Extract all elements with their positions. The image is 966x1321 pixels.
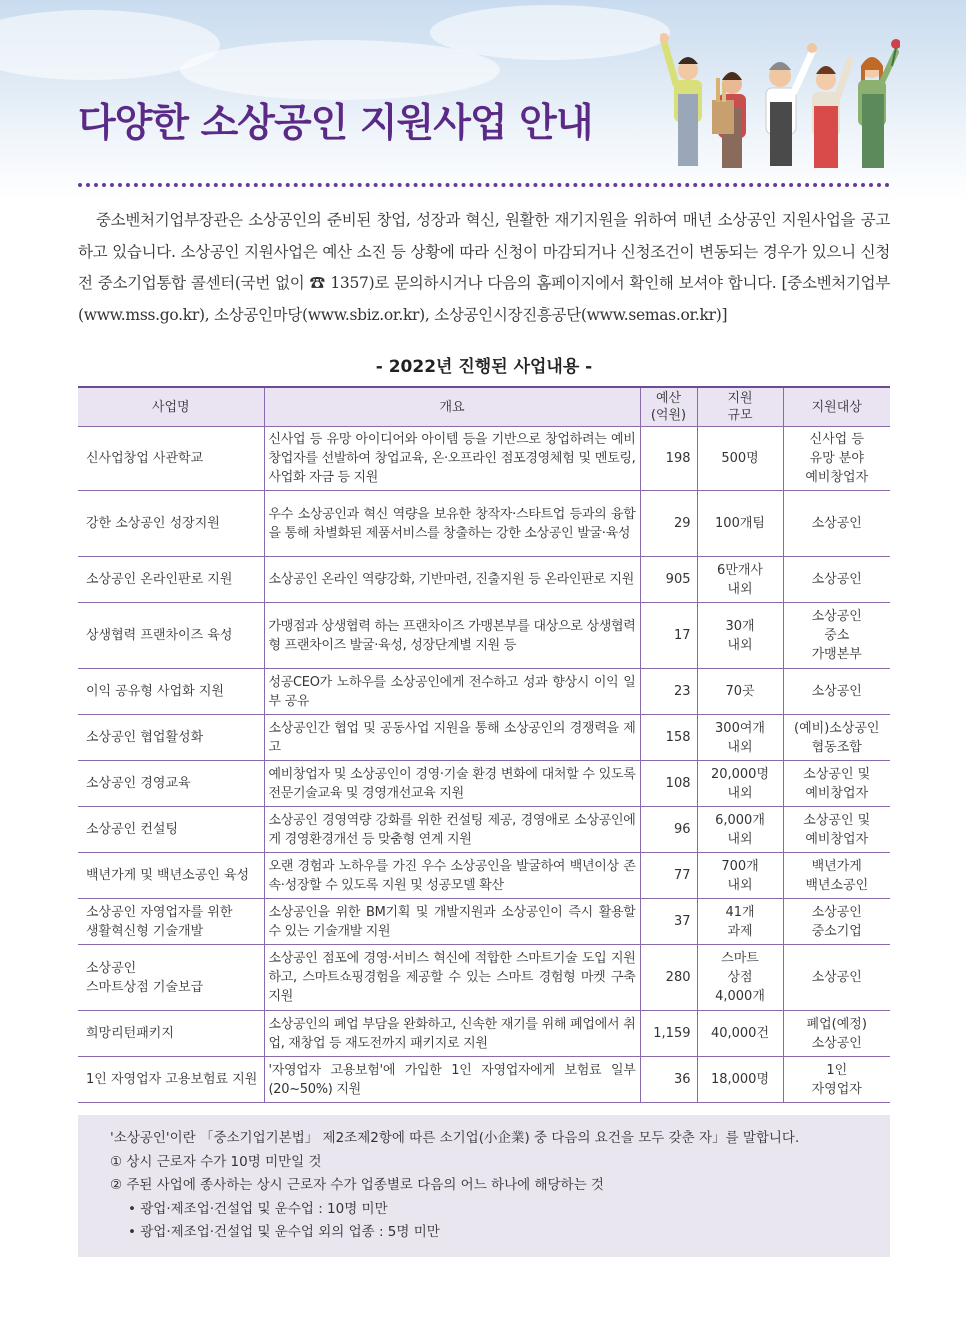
row-target-cell: (예비)소상공인 협동조합 [783, 715, 890, 761]
header-name: 사업명 [78, 387, 264, 427]
row-scale-cell: 41개 과제 [697, 899, 783, 945]
row-name-cell: 이익 공유형 사업화 지원 [78, 669, 264, 715]
table-row [78, 669, 890, 715]
row-summary-cell: 소상공인 경영역량 강화를 위한 컨설팅 제공, 경영애로 소상공인에게 경영환경개선 등 맞춤형 연계 지원 [264, 807, 640, 853]
row-target-cell: 소상공인 [783, 557, 890, 603]
row-summary-cell: 소상공인 점포에 경영·서비스 혁신에 적합한 스마트기술 도입 지원하고, 스마트쇼핑경험을 제공할 수 있는 스마트 경험형 마켓 구축 지원 [264, 945, 640, 1011]
row-summary-cell: 오랜 경험과 노하우를 가진 우수 소상공인을 발굴하여 백년이상 존속·성장할 수 있도록 지원 및 성공모델 확산 [264, 853, 640, 899]
row-target-cell: 소상공인 중소기업 [783, 899, 890, 945]
page-title: 다양한 소상공인 지원사업 안내 [78, 101, 593, 146]
row-scale-cell: 500명 [697, 427, 783, 491]
row-name-cell: 1인 자영업자 고용보험료 지원 [78, 1057, 264, 1103]
definition-note-box [78, 1115, 890, 1257]
header-target: 지원대상 [783, 387, 890, 427]
intro-paragraph: 중소벤처기업부장관은 소상공인의 준비된 창업, 성장과 혁신, 원활한 재기지원을 위하여 매년 소상공인 지원사업을 공고하고 있습니다. 소상공인 지원사업은 예산 소진 등 상황에 따라 신청이 마감되거나 신청조건이 변동되는 경우가 있으니 신청 전 중소기업통합 콜센터(국번 없이 ☎ 1357)로 문의하시거나 다음의 홈페이지에서 확인해 보셔야 합니다. [중소벤처기업부(www.mss.go.kr), 소상공인마당(www.sbiz.or.kr), 소상공인시장진흥공단(www.semas.or.kr)] [78, 211, 890, 324]
table-subtitle: - 2022년 진행된 사업내용 - [375, 357, 593, 377]
row-summary-cell: '자영업자 고용보험'에 가입한 1인 자영업자에게 보험료 일부(20~50%) 지원 [264, 1057, 640, 1103]
row-name-cell: 소상공인 협업활성화 [78, 715, 264, 761]
row-target-cell: 백년가게 백년소공인 [783, 853, 890, 899]
table-row [78, 807, 890, 853]
cheering-shopkeepers-illustration [660, 22, 900, 187]
row-target-cell: 소상공인 [783, 669, 890, 715]
row-name-cell: 소상공인 경영교육 [78, 761, 264, 807]
row-summary-cell: 신사업 등 유망 아이디어와 아이템 등을 기반으로 창업하려는 예비창업자를 선발하여 창업교육, 온·오프라인 점포경영체험 및 멘토링, 사업화 자금 등 지원 [264, 427, 640, 491]
row-target-cell: 신사업 등 유망 분야 예비창업자 [783, 427, 890, 491]
table-row [78, 761, 890, 807]
row-scale-cell: 스마트 상점 4,000개 [697, 945, 783, 1011]
table-row [78, 427, 890, 491]
note-line: ② 주된 사업에 종사하는 상시 근로자 수가 업종별로 다음의 어느 하나에 해당하는 것 [110, 1177, 604, 1193]
row-name-cell: 소상공인 자영업자를 위한 생활혁신형 기술개발 [78, 899, 264, 945]
row-target-cell: 소상공인 및 예비창업자 [783, 761, 890, 807]
row-scale-cell: 100개팀 [697, 491, 783, 557]
row-name-cell: 소상공인 컨설팅 [78, 807, 264, 853]
row-budget-cell: 905 [640, 557, 697, 603]
table-row [78, 899, 890, 945]
row-scale-cell: 30개 내외 [697, 603, 783, 669]
row-scale-cell: 6,000개 내외 [697, 807, 783, 853]
note-line: '소상공인'이란 「중소기업기본법」 제2조제2항에 따른 소기업(小企業) 중 다음의 요건을 모두 갖춘 자」를 말합니다. [110, 1130, 800, 1146]
table-row [78, 491, 890, 557]
row-summary-cell: 예비창업자 및 소상공인이 경영·기술 환경 변화에 대처할 수 있도록 전문기술교육 및 경영개선교육 지원 [264, 761, 640, 807]
row-budget-cell: 23 [640, 669, 697, 715]
row-budget-cell: 37 [640, 899, 697, 945]
table-row [78, 557, 890, 603]
row-target-cell: 폐업(예정) 소상공인 [783, 1011, 890, 1057]
row-summary-cell: 소상공인 온라인 역량강화, 기반마련, 진출지원 등 온라인판로 지원 [264, 557, 640, 603]
note-line: ① 상시 근로자 수가 10명 미만일 것 [110, 1153, 322, 1170]
row-summary-cell: 가맹점과 상생협력 하는 프랜차이즈 가맹본부를 대상으로 상생협력형 프랜차이즈 발굴·육성, 성장단계별 지원 등 [264, 603, 640, 669]
row-name-cell: 백년가게 및 백년소공인 육성 [78, 853, 264, 899]
row-scale-cell: 20,000명 내외 [697, 761, 783, 807]
row-name-cell: 소상공인 온라인판로 지원 [78, 557, 264, 603]
note-bullet: • 광업·제조업·건설업 및 운수업 외의 업종 : 5명 미만 [128, 1224, 440, 1240]
table-row [78, 603, 890, 669]
note-bullet: • 광업·제조업·건설업 및 운수업 : 10명 미만 [128, 1200, 388, 1217]
row-name-cell: 상생협력 프랜차이즈 육성 [78, 603, 264, 669]
row-target-cell: 1인 자영업자 [783, 1057, 890, 1103]
row-summary-cell: 성공CEO가 노하우를 소상공인에게 전수하고 성과 향상시 이익 일부 공유 [264, 669, 640, 715]
row-scale-cell: 70곳 [697, 669, 783, 715]
row-target-cell: 소상공인 [783, 945, 890, 1011]
row-target-cell: 소상공인 중소 가맹본부 [783, 603, 890, 669]
row-budget-cell: 1,159 [640, 1011, 697, 1057]
row-target-cell: 소상공인 [783, 491, 890, 557]
row-name-cell: 강한 소상공인 성장지원 [78, 491, 264, 557]
table-row [78, 1011, 890, 1057]
row-scale-cell: 18,000명 [697, 1057, 783, 1103]
row-scale-cell: 700개 내외 [697, 853, 783, 899]
row-target-cell: 소상공인 및 예비창업자 [783, 807, 890, 853]
header-scale: 지원 규모 [697, 387, 783, 427]
table-row [78, 1057, 890, 1103]
header-summary: 개요 [264, 387, 640, 427]
row-budget-cell: 198 [640, 427, 697, 491]
table-row [78, 945, 890, 1011]
row-budget-cell: 17 [640, 603, 697, 669]
row-scale-cell: 6만개사 내외 [697, 557, 783, 603]
row-budget-cell: 96 [640, 807, 697, 853]
row-name-cell: 소상공인 스마트상점 기술보급 [78, 945, 264, 1011]
row-scale-cell: 40,000건 [697, 1011, 783, 1057]
dotted-divider [78, 183, 890, 187]
row-budget-cell: 158 [640, 715, 697, 761]
table-row [78, 715, 890, 761]
header-budget: 예산 (억원) [640, 387, 697, 427]
row-budget-cell: 36 [640, 1057, 697, 1103]
row-budget-cell: 108 [640, 761, 697, 807]
program-table [78, 386, 890, 1103]
row-budget-cell: 77 [640, 853, 697, 899]
row-summary-cell: 소상공인의 폐업 부담을 완화하고, 신속한 재기를 위해 폐업에서 취업, 재창업 등 재도전까지 패키지로 지원 [264, 1011, 640, 1057]
row-name-cell: 희망리턴패키지 [78, 1011, 264, 1057]
row-scale-cell: 300여개 내외 [697, 715, 783, 761]
row-budget-cell: 29 [640, 491, 697, 557]
table-row [78, 853, 890, 899]
row-budget-cell: 280 [640, 945, 697, 1011]
row-name-cell: 신사업창업 사관학교 [78, 427, 264, 491]
row-summary-cell: 우수 소상공인과 혁신 역량을 보유한 창작자·스타트업 등과의 융합을 통해 차별화된 제품서비스를 창출하는 강한 소상공인 발굴·육성 [264, 491, 640, 557]
table-header-row [78, 387, 890, 427]
row-summary-cell: 소상공인간 협업 및 공동사업 지원을 통해 소상공인의 경쟁력을 제고 [264, 715, 640, 761]
row-summary-cell: 소상공인을 위한 BM기획 및 개발지원과 소상공인이 즉시 활용할 수 있는 기술개발 지원 [264, 899, 640, 945]
